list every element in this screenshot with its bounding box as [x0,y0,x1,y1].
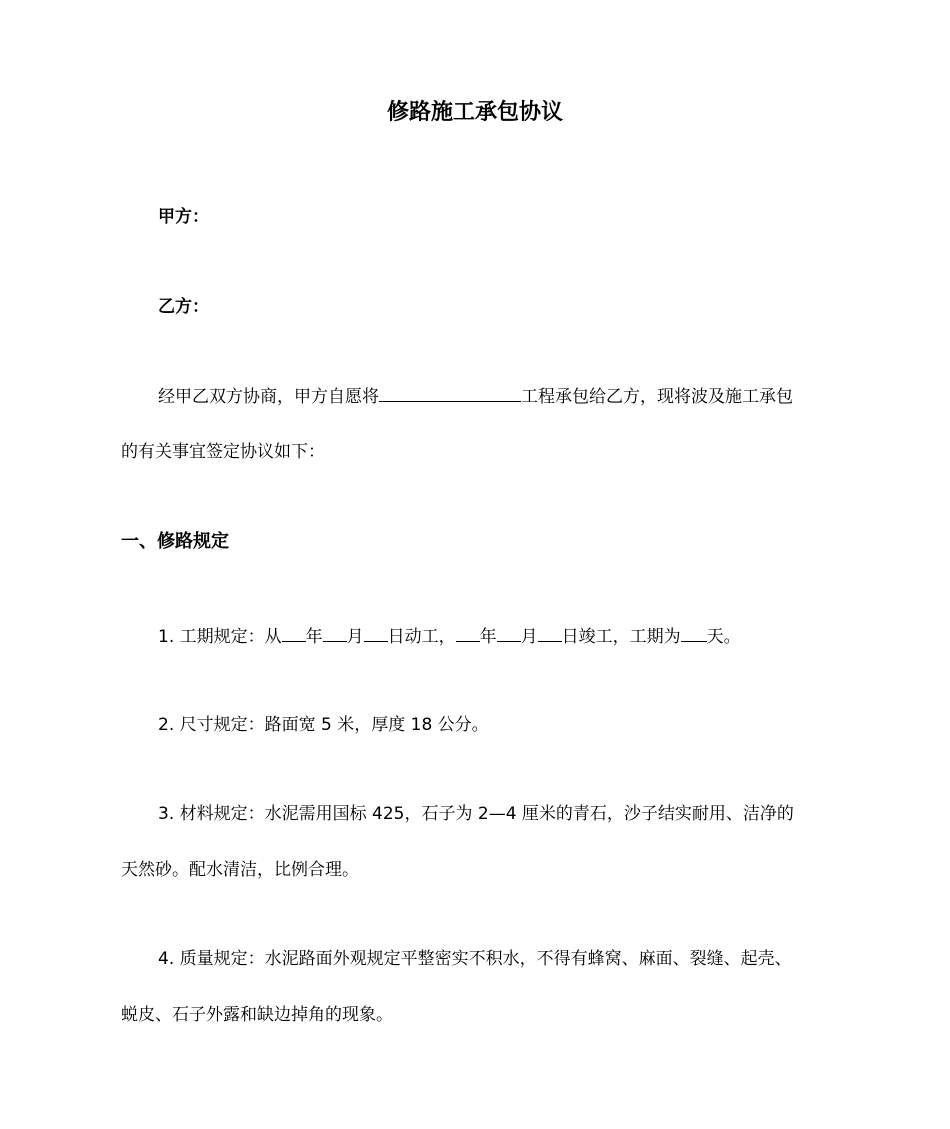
item1-part: 天。 [706,627,741,647]
intro-text-before: 经甲乙双方协商，甲方自愿将 [158,387,379,407]
start-day-blank [364,624,388,642]
party-a-label: 甲方： [158,207,209,227]
item1-part: 月 [346,627,364,647]
party-b-label: 乙方： [158,297,209,317]
item-4-quality-line1: 4. 质量规定：水泥路面外观规定平整密实不积水，不得有蜂窝、麻面、裂缝、起壳、 [158,949,792,969]
end-year-blank [456,624,480,642]
item-1-schedule [158,624,878,649]
start-month-blank [323,624,347,642]
end-day-blank [538,624,562,642]
item1-part: 年 [479,627,497,647]
section-heading-road-requirements: 一、修路规定 [121,531,229,552]
end-month-blank [497,624,521,642]
item-2-dimensions: 2. 尺寸规定：路面宽 5 米，厚度 18 公分。 [158,715,489,735]
item-3-materials-line1: 3. 材料规定：水泥需用国标 425，石子为 2—4 厘米的青石，沙子结实耐用、洁净的 [158,804,794,824]
item1-part: 1. 工期规定：从 [158,627,282,647]
item1-part: 日动工， [387,627,456,647]
intro-paragraph-line1 [158,384,878,409]
item1-part: 年 [305,627,323,647]
item-4-quality-line2: 蜕皮、石子外露和缺边掉角的现象。 [121,1005,393,1025]
start-year-blank [282,624,306,642]
document-title: 修路施工承包协议 [386,100,563,125]
item1-part: 日竣工，工期为 [561,627,681,647]
intro-text-after: 工程承包给乙方，现将波及施工承包 [521,387,793,407]
intro-paragraph-line2: 的有关事宜签定协议如下： [121,442,325,462]
item-3-materials-line2: 天然砂。配水清洁，比例合理。 [121,860,359,880]
item1-part: 月 [520,627,538,647]
duration-days-blank [681,624,707,642]
project-name-blank [379,384,521,402]
